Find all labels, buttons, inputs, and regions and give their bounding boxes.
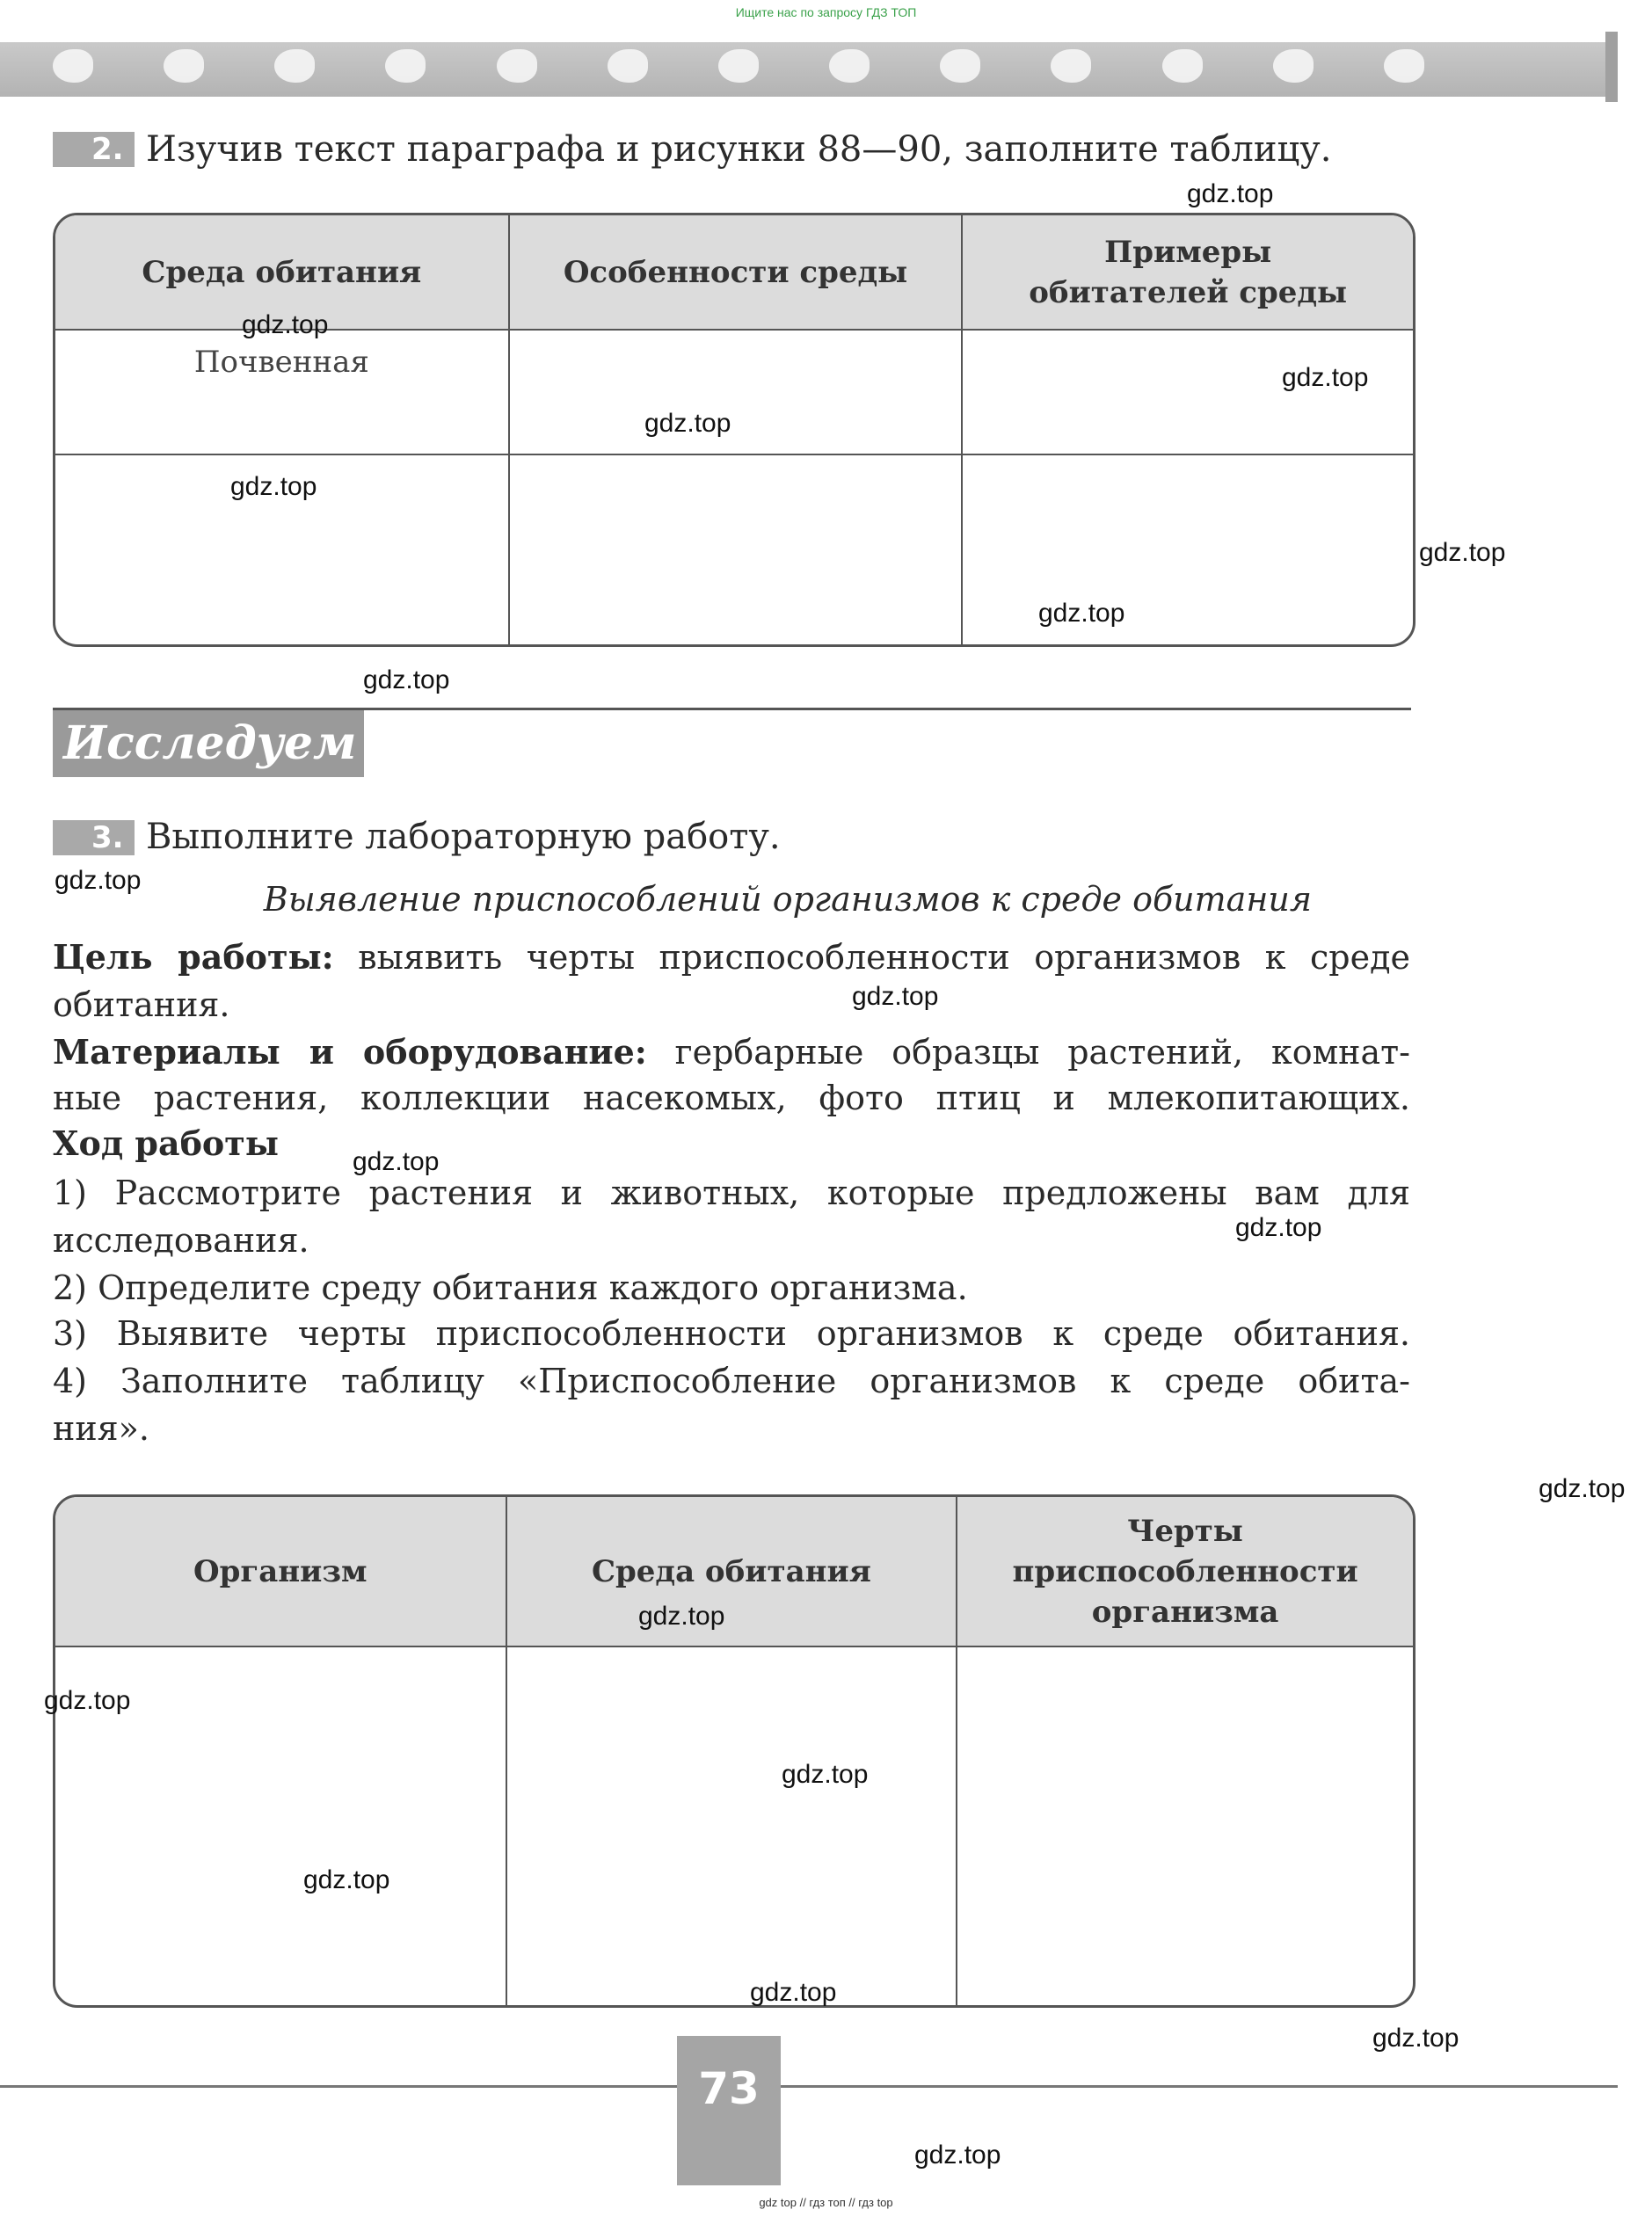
watermark: gdz.top [303, 1865, 390, 1894]
deer-icon [718, 49, 759, 83]
watermark: gdz.top [44, 1686, 131, 1715]
watermark: gdz.top [353, 1147, 440, 1176]
watermark: gdz.top [1235, 1213, 1322, 1242]
adaptation-table [53, 1494, 1415, 2008]
features-header: Особенности среды [509, 215, 963, 330]
insect-icon [940, 49, 980, 83]
top-notice: Ищите нас по запросу ГДЗ ТОП [735, 5, 917, 19]
watermark: gdz.top [638, 1602, 725, 1631]
step-3: 3) Выявите черты приспособленности организмов к среде обитания. [53, 1314, 1410, 1353]
section-title: Исследуем [53, 710, 364, 777]
table-cell [509, 454, 963, 644]
organism-header: Организм [55, 1497, 506, 1646]
watermark: gdz.top [1372, 2024, 1459, 2053]
materials-label: Материалы и оборудование: [53, 1032, 647, 1072]
watermark: gdz.top [1419, 538, 1506, 567]
bison-icon [53, 49, 93, 83]
table-cell [509, 330, 963, 454]
task-3-text: Выполните лабораторную работу. [146, 817, 781, 857]
task-2-text: Изучив текст параграфа и рисунки 88—90, заполните таблицу. [146, 129, 1332, 170]
habitat-table [53, 213, 1415, 647]
dolphin-icon [608, 49, 648, 83]
table-cell: Почвенная [55, 330, 509, 454]
butterfly2-icon [1384, 49, 1424, 83]
watermark: gdz.top [242, 310, 329, 339]
watermark: gdz.top [852, 982, 939, 1011]
scorpion-icon [274, 49, 315, 83]
step-1-line-2: исследования. [53, 1221, 309, 1260]
bird-icon [497, 49, 537, 83]
materials-text: гербарные образцы растений, комнат- [674, 1033, 1410, 1072]
table-cell [957, 1646, 1413, 2005]
step-4-line-1: 4) Заполните таблицу «Приспособление организмов к среде обита- [53, 1362, 1410, 1400]
table-cell [506, 1646, 957, 2005]
table-cell [962, 454, 1413, 644]
animal-silhouettes [53, 49, 1424, 90]
watermark: gdz.top [914, 2141, 1001, 2170]
lab-title: Выявление приспособлений организмов к среде обитания [263, 880, 1312, 919]
watermark: gdz.top [750, 1978, 837, 2007]
lizard-icon [385, 49, 426, 83]
adaptation-header: Черты приспособленности организма [957, 1497, 1413, 1646]
banner-edge [1605, 32, 1618, 102]
goal-line-1 [53, 934, 1410, 981]
goal-label: Цель работы: [53, 937, 334, 977]
watermark: gdz.top [1282, 363, 1369, 392]
habitat-header: Среда обитания [506, 1497, 957, 1646]
watermark: gdz.top [1539, 1474, 1626, 1503]
footer-line [0, 2085, 1618, 2088]
goal-line-2: обитания. [53, 985, 230, 1024]
watermark: gdz.top [363, 665, 450, 694]
step-1-line-1: 1) Рассмотрите растения и животных, которые предложены вам для [53, 1174, 1410, 1212]
examples-header: Примеры обитателей среды [962, 215, 1413, 330]
boar-icon [1051, 49, 1091, 83]
watermark: gdz.top [1187, 179, 1274, 208]
heron-icon [829, 49, 870, 83]
fox-icon [1162, 49, 1203, 83]
task-3-number: 3. [53, 820, 135, 855]
page-number: 73 [677, 2036, 781, 2185]
watermark: gdz.top [230, 472, 317, 501]
materials-line-2: ные растения, коллекции насекомых, фото птиц и млекопитающих. [53, 1079, 1410, 1117]
horse-icon [1273, 49, 1314, 83]
watermark: gdz.top [1038, 599, 1125, 628]
task-2-number: 2. [53, 132, 135, 167]
materials-line-1 [53, 1029, 1410, 1076]
bottom-notice: gdz top // гдз топ // гдз top [759, 2196, 893, 2209]
butterfly-icon [164, 49, 204, 83]
watermark: gdz.top [782, 1760, 869, 1789]
watermark: gdz.top [644, 409, 731, 438]
step-2: 2) Определите среду обитания каждого организма. [53, 1268, 968, 1307]
goal-text: выявить черты приспособленности организмов к среде [358, 938, 1410, 977]
habitat-header: Среда обитания [55, 215, 509, 330]
watermark: gdz.top [55, 866, 142, 895]
procedure-title: Ход работы [53, 1123, 279, 1163]
step-4-line-2: ния». [53, 1409, 149, 1448]
